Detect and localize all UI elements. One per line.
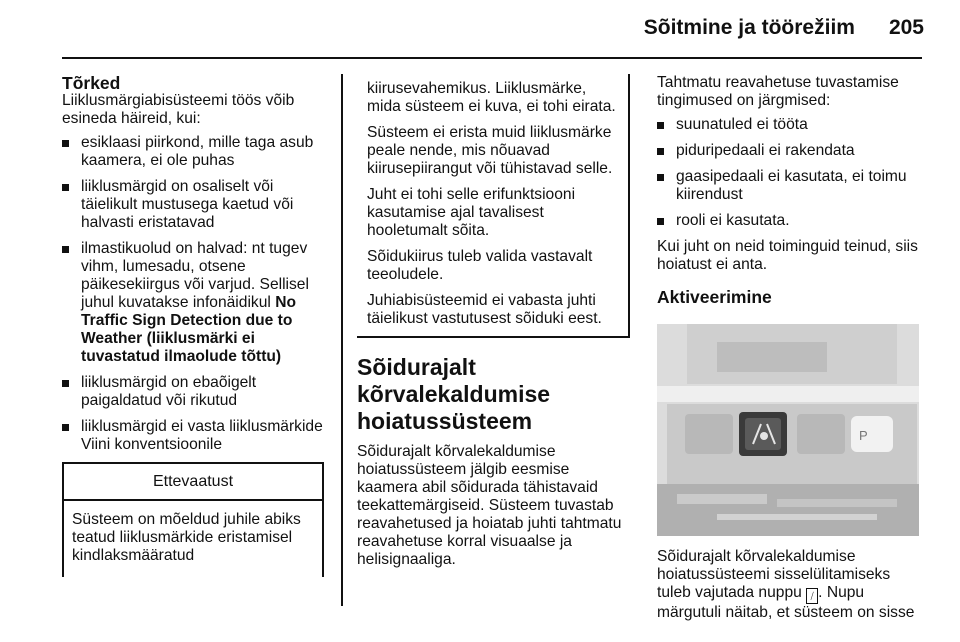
chapter-title: Sõitmine ja töörežiim bbox=[643, 16, 855, 39]
column-divider bbox=[341, 74, 343, 606]
lane-assist-button-icon: ⧸ bbox=[806, 588, 818, 604]
column-2 bbox=[357, 74, 627, 577]
intro-text: Liiklusmärgiabisüsteemi töös võib esineda häireid, kui: bbox=[62, 92, 295, 127]
conditions-intro: Tahtmatu reavahetuse tuvastamise tingimused on järgmised: bbox=[657, 74, 899, 109]
fault-list bbox=[62, 134, 324, 454]
console-illustration bbox=[657, 324, 919, 536]
list-item bbox=[62, 240, 324, 366]
list-item: liiklusmärgid ei vasta liiklusmärkide Viini konventsioonile bbox=[62, 418, 324, 454]
list-item: liiklusmärgid on ebaõigelt paigaldatud või rikutud bbox=[62, 374, 324, 410]
display-message: No Traffic Sign Detection due to Weather (liiklusmärki ei tuvastatud ilmaoludе tõttu) bbox=[81, 294, 296, 365]
list-item: gaasipedaali ei kasutata, ei toimu kiirendust bbox=[657, 168, 920, 204]
header-rule bbox=[62, 57, 922, 59]
section-heading: Tõrked bbox=[62, 73, 121, 93]
page-header bbox=[644, 8, 924, 48]
conditions-list bbox=[657, 116, 920, 230]
caution-box bbox=[62, 462, 324, 577]
caution-text: Süsteem on mõeldud juhile abiks teatud liiklusmärkide eristamisel kindlaksmääratud bbox=[72, 511, 301, 564]
column-3 bbox=[657, 74, 920, 630]
parking-button-label: P bbox=[859, 428, 868, 443]
list-item: liiklusmärgid on osaliselt või täielikult mustusega kaetud või halvasti eristatavad bbox=[62, 178, 324, 232]
activation-text-1: Sõidurajalt kõrvalekaldumise hoiatussüsteemi sisselülitamiseks tuleb vajutada nuppu bbox=[657, 548, 891, 601]
caution-para: kiirusevahemikus. Liiklusmärke, mida süsteem ei kuva, ei tohi eirata. bbox=[367, 80, 616, 115]
activation-text bbox=[657, 548, 920, 622]
list-item: esiklaasi piirkond, mille taga asub kaamera, ei ole puhas bbox=[62, 134, 324, 170]
caution-title: Ettevaatust bbox=[64, 464, 322, 501]
section-title: Sõidurajalt kõrvalekaldumise hoiatussüsteem bbox=[357, 354, 551, 434]
section-body: Sõidurajalt kõrvalekaldumise hoiatussüsteem jälgib eesmise kaamera abil sõidurada tähistavaid teekattemärgiseid. Süsteem tuvastab reavahetused ja hoiatab juhti tahtmatu reavahetuse korral visuaalse ja helisignaaliga. bbox=[357, 443, 622, 568]
list-item: piduripedaali ei rakendata bbox=[657, 142, 920, 160]
note-text: Kui juht on neid toiminguid teinud, siis hoiatust ei anta. bbox=[657, 238, 918, 273]
column-1 bbox=[62, 74, 324, 577]
caution-para: Sõidukiirus tuleb valida vastavalt teeoludele. bbox=[367, 248, 593, 283]
caution-para: Juhiabisüsteemid ei vabasta juhti täielikust vastutusest sõiduki eest. bbox=[367, 292, 602, 327]
list-item-text: ilmastikuolud on halvad: nt tugev vihm, lumesadu, otsene päikesekiirgus või varjud. Sellisel juhul kuvatakse infonäidikul bbox=[81, 240, 309, 311]
dashboard-photo bbox=[657, 324, 919, 536]
page-number: 205 bbox=[888, 16, 924, 39]
activation-text-2: . Nupu märgutuli näitab, et süsteem on sisse bbox=[657, 584, 915, 621]
activation-heading: Aktiveerimine bbox=[657, 287, 772, 307]
list-item: suunatuled ei tööta bbox=[657, 116, 920, 134]
list-item: rooli ei kasutata. bbox=[657, 212, 920, 230]
caution-para: Juht ei tohi selle erifunktsiooni kasutamise ajal tavalisest hooletumalt sõita. bbox=[367, 186, 576, 239]
caution-para: Süsteem ei erista muid liiklusmärke peale nende, mis nõuavad kiirusepiirangut või tühistavad selle. bbox=[367, 124, 613, 177]
caution-continuation bbox=[357, 74, 630, 338]
